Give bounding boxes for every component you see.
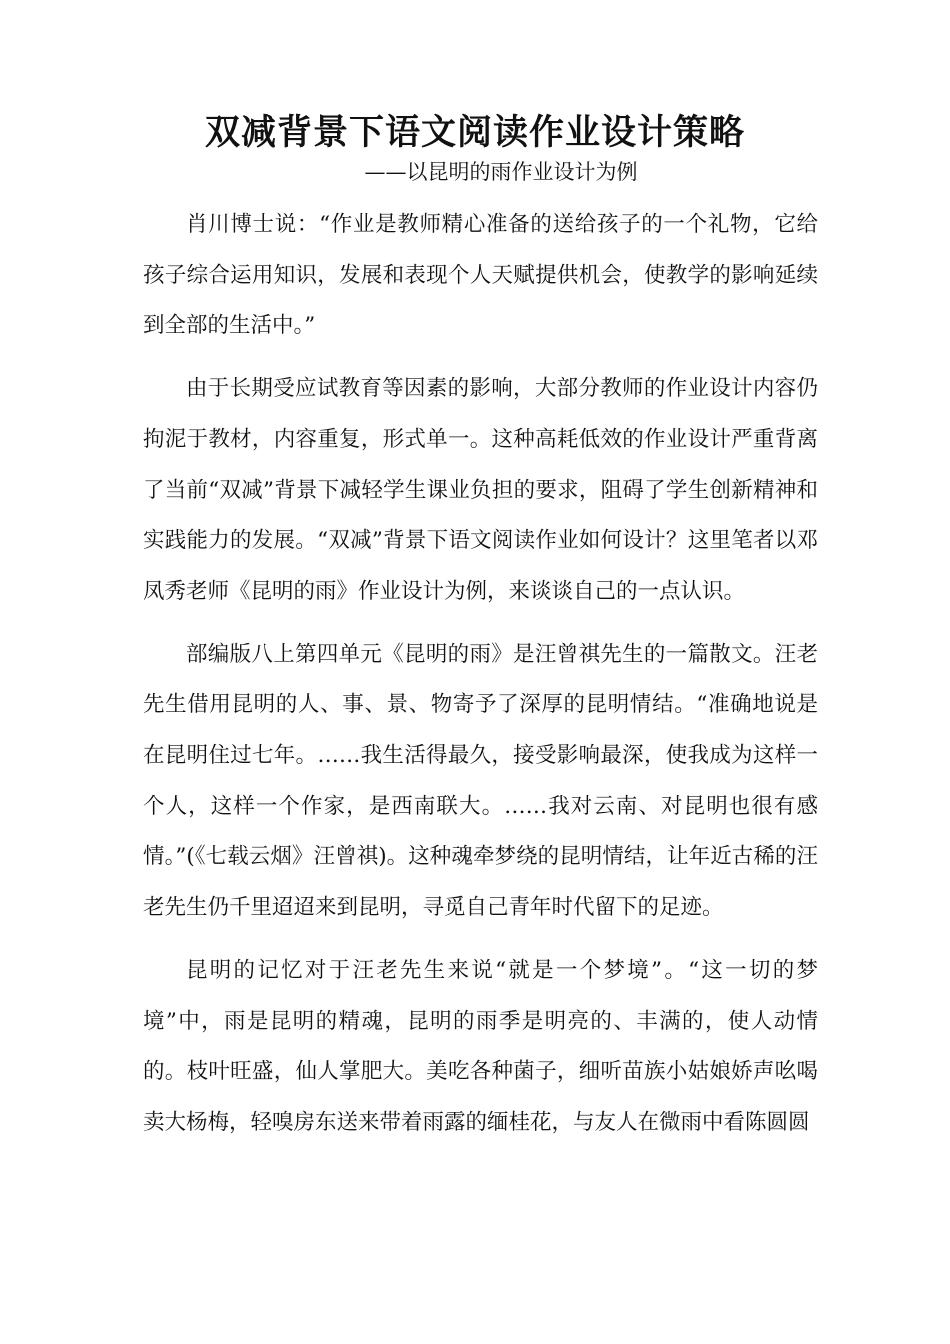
paragraph-2: 由于长期受应试教育等因素的影响，大部分教师的作业设计内容仍拘泥于教材，内容重复，形式单一。这种高耗低效的作业设计严重背离了当前“双减”背景下减轻学生课业负担的要求，阻碍了学生创新精神和实践能力的发展。“双减”背景下语文阅读作业如何设计？这里笔者以邓凤秀老师《昆明的雨》作业设计为例，来谈谈自己的一点认识。 [143,376,818,604]
document-title: 双减背景下语文阅读作业设计策略 [204,112,745,154]
paragraph-3: 部编版八上第四单元《昆明的雨》是汪曾祺先生的一篇散文。汪老先生借用昆明的人、事、景、物寄予了深厚的昆明情结。“准确地说是在昆明住过七年。……我生活得最久，接受影响最深，使我成为这样一个人，这样一个作家，是西南联大。……我对云南、对昆明也很有感情。”(《七载云烟》汪曾祺)。这种魂牵梦绕的昆明情结，让年近古稀的汪老先生仍千里迢迢来到昆明，寻觅自己青年时代留下的足迹。 [143,641,818,921]
paragraph-1: 肖川博士说：“作业是教师精心准备的送给孩子的一个礼物，它给孩子综合运用知识，发展和表现个人天赋提供机会，使教学的影响延续到全部的生活中。” [143,212,818,339]
document-body [143,200,818,1149]
document-subtitle: ——以昆明的雨作业设计为例 [364,160,638,184]
paragraph-4: 昆明的记忆对于汪老先生来说“就是一个梦境”。“这一切的梦境”中，雨是昆明的精魂，昆明的雨季是明亮的、丰满的，使人动情的。枝叶旺盛，仙人掌肥大。美吃各种菌子，细听苗族小姑娘娇声吆喝卖大杨梅，轻嗅房东送来带着雨露的缅桂花，与友人在微雨中看陈圆圆 [143,957,818,1135]
